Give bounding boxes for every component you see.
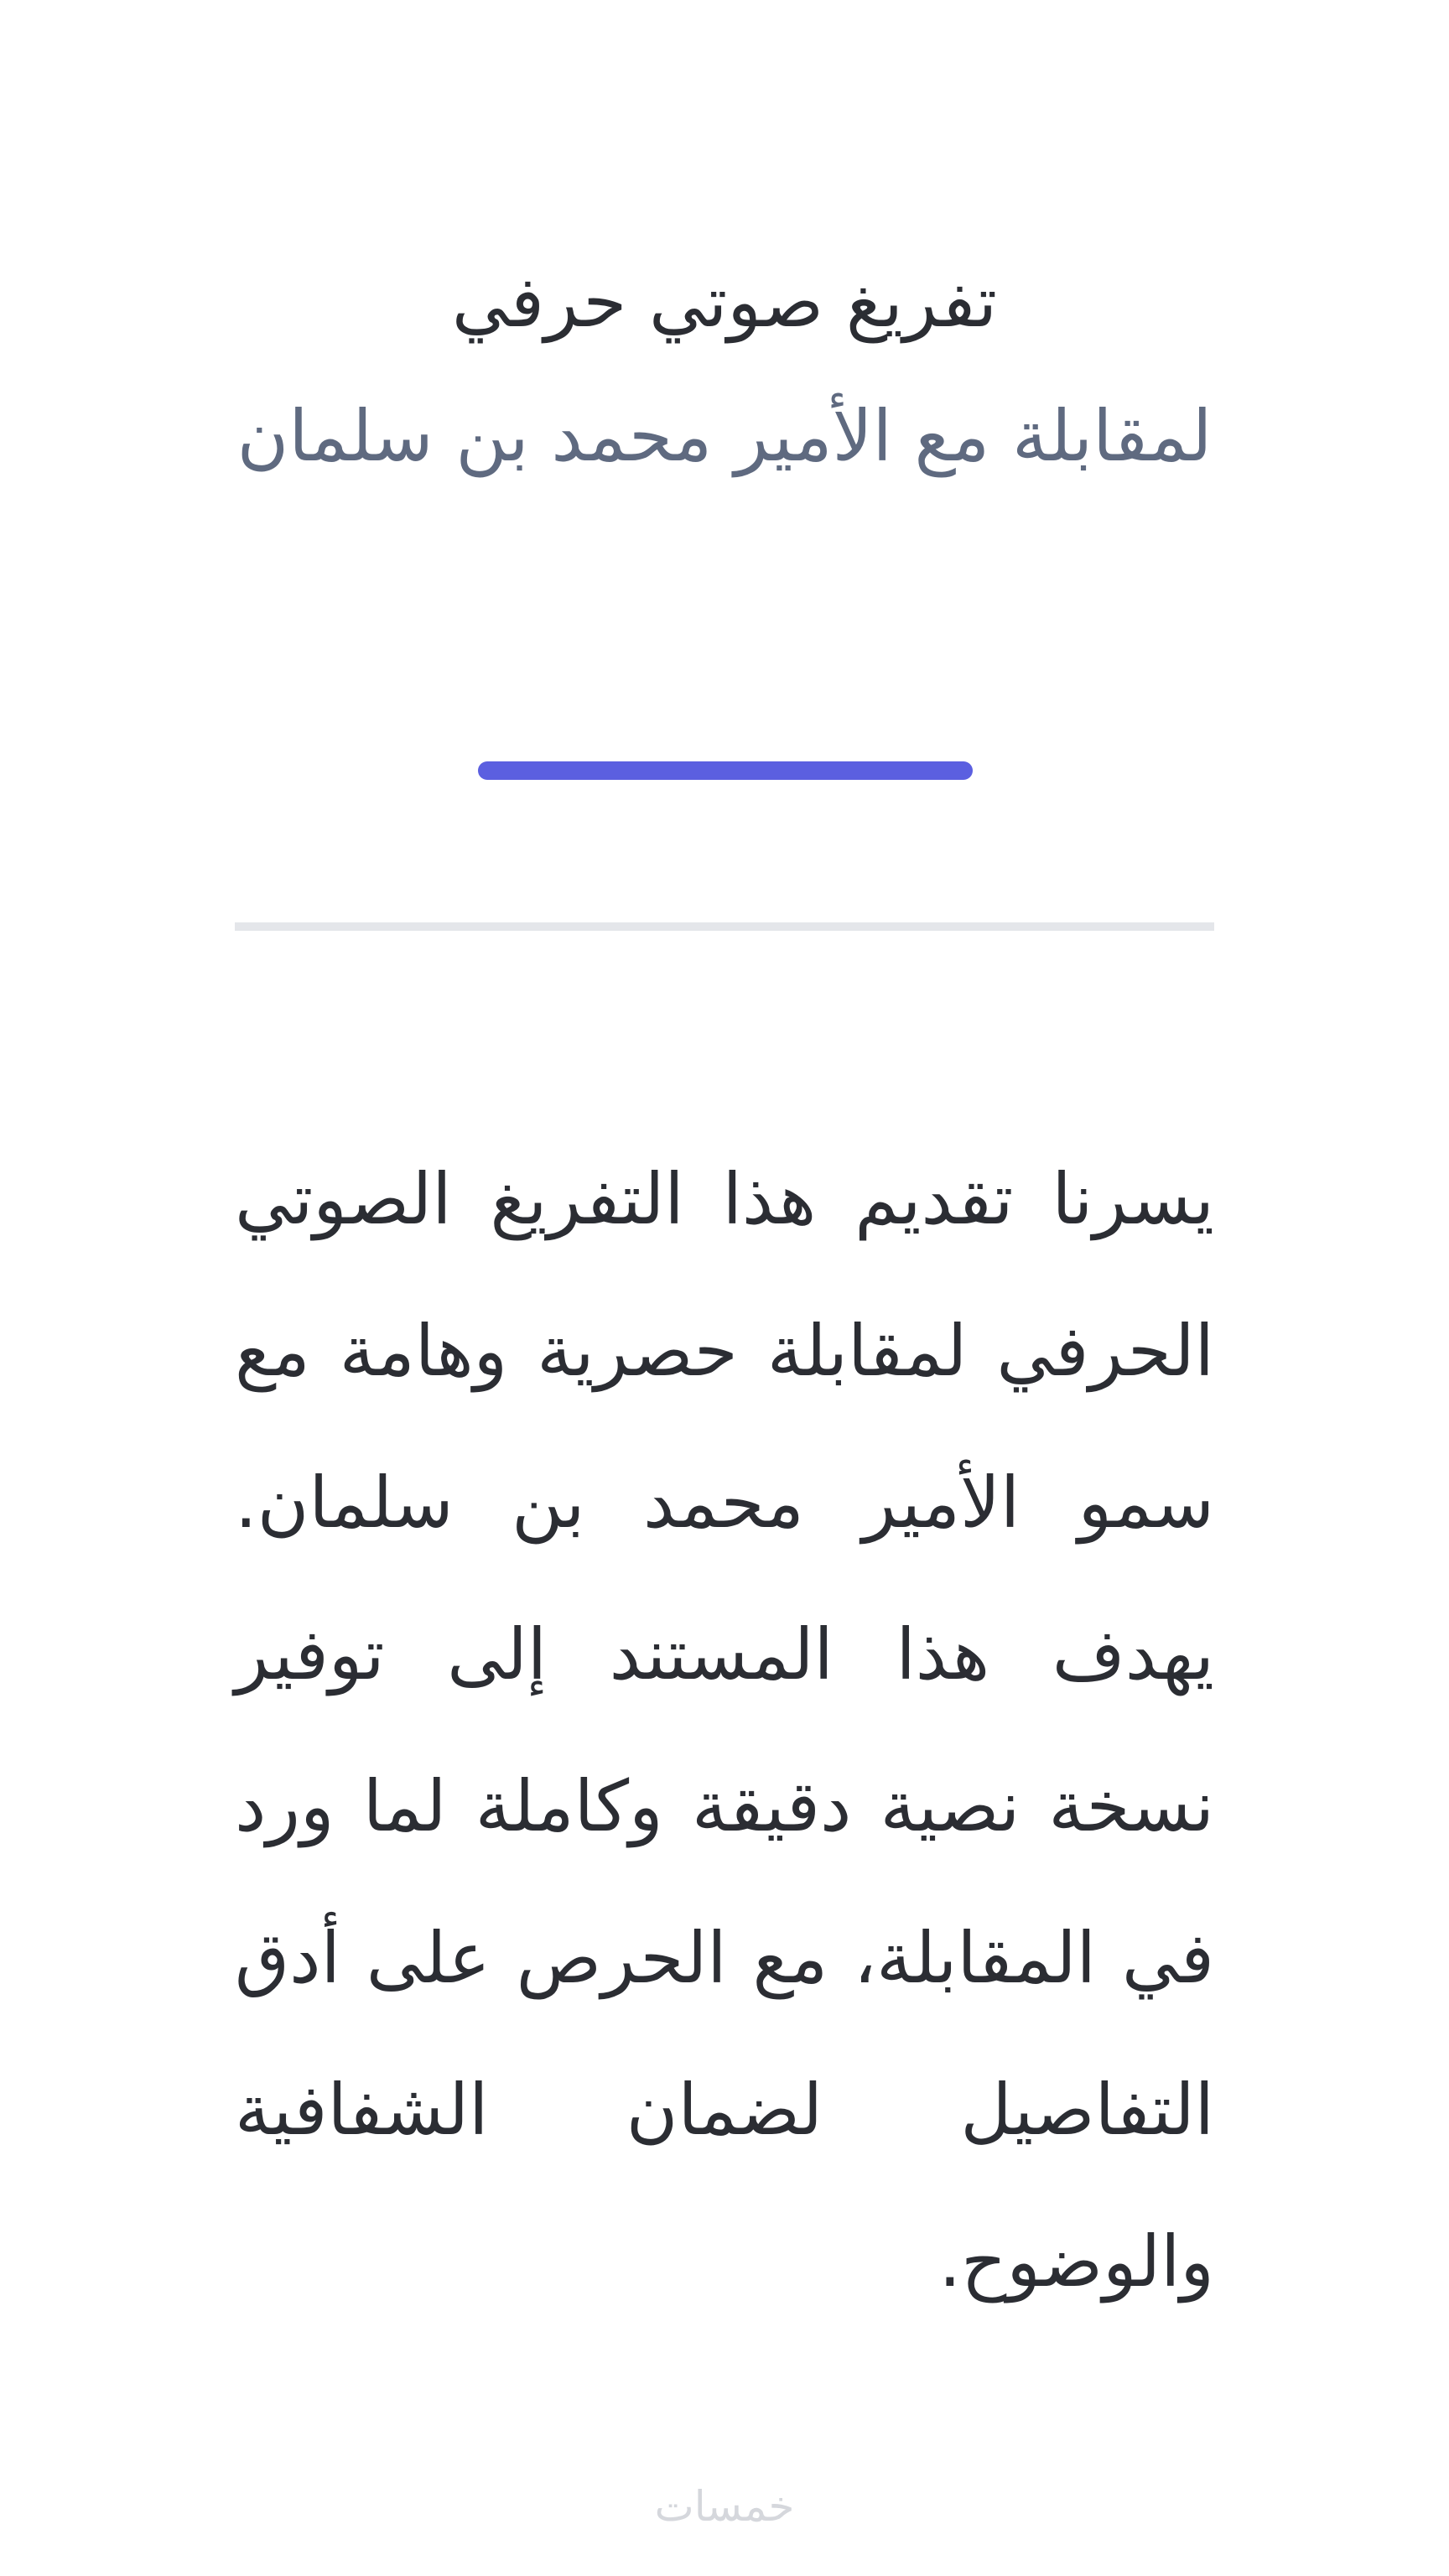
section-divider [235,922,1214,931]
document-title: تفريغ صوتي حرفي [451,261,998,343]
intro-paragraph: يسرنا تقديم هذا التفريغ الصوتي الحرفي لمقابلة حصرية وهامة مع سمو الأمير محمد بن سلمان. يهدف هذا المستند إلى توفير نسخة نصية دقيقة وكاملة لما ورد في المقابلة، مع الحرص على أدق التفاصيل لضمان الشفافية والوضوح. [235,1158,1214,2303]
title-accent-bar [478,761,973,780]
watermark-logo: خمسات [654,2482,795,2531]
document-header [235,243,1214,512]
document-subtitle: لمقابلة مع الأمير محمد بن سلمان [236,395,1213,477]
